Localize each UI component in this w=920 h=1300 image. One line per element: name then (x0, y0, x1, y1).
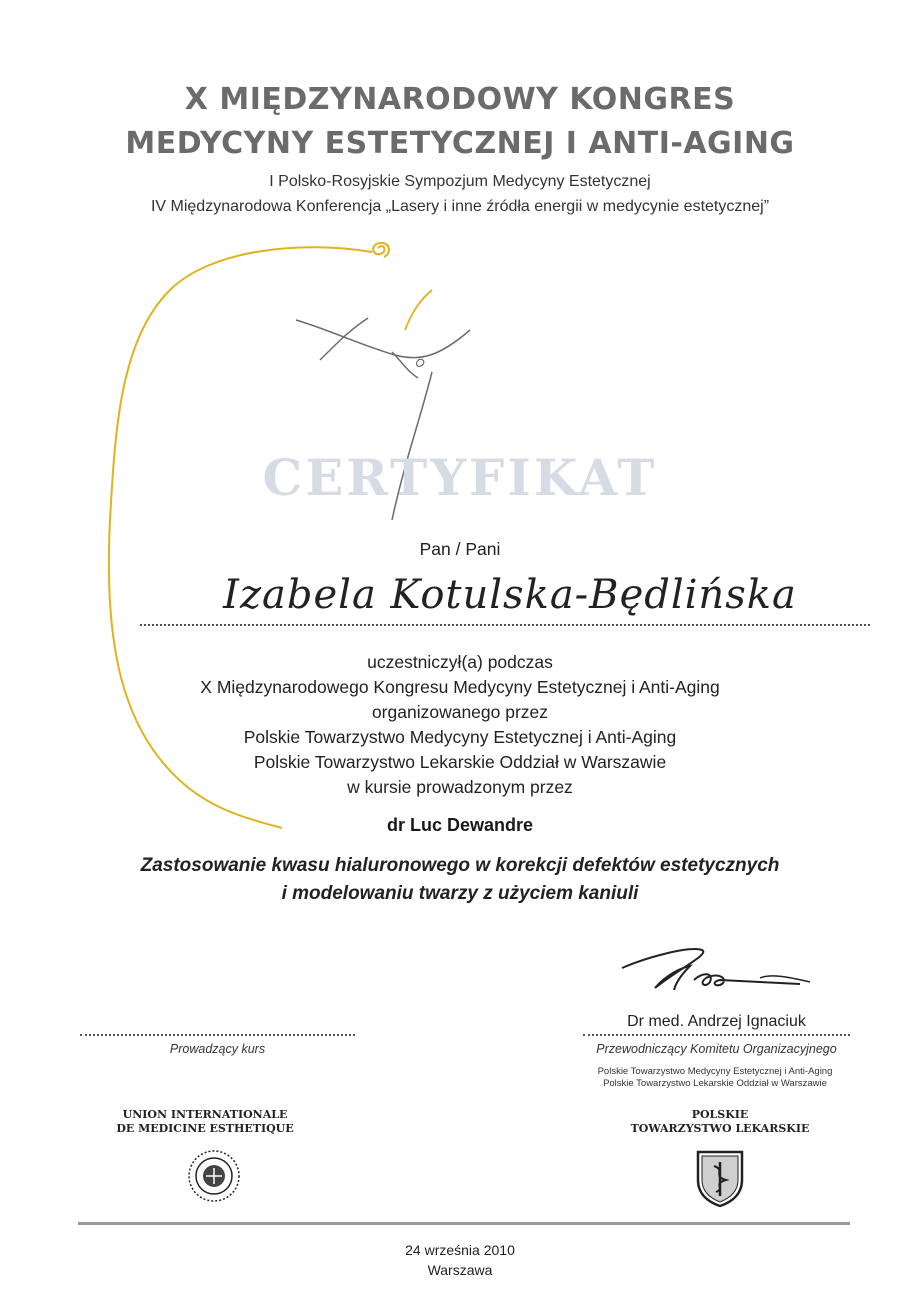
name-dotted-line (140, 624, 870, 626)
ptl-name-line1: POLSKIE (691, 1108, 749, 1121)
congress-title-line1: X MIĘDZYNARODOWY KONGRES (184, 82, 736, 117)
organizer-name: Dr med. Andrzej Ignaciuk (627, 1013, 806, 1030)
participation-line: uczestniczył(a) podczas (367, 652, 553, 672)
lecturer-signature-line (80, 1034, 355, 1036)
organizer-org-line2: Polskie Towarzystwo Lekarskie Oddział w Warszawie (603, 1078, 827, 1089)
congress-name-line: X Międzynarodowego Kongresu Medycyny Estetycznej i Anti-Aging (200, 677, 720, 697)
course-topic-line1: Zastosowanie kwasu hialuronowego w korekcji defektów estetycznych (140, 855, 780, 876)
uime-name-line1: UNION INTERNATIONALE (122, 1108, 288, 1121)
organized-by-line: organizowanego przez (371, 702, 549, 722)
certificate-heading: CERTYFIKAT (262, 448, 658, 507)
organizer-ptmea-line: Polskie Towarzystwo Medycyny Estetycznej i Anti-Aging (243, 727, 677, 747)
congress-title-line2: MEDYCYNY ESTETYCZNEJ I ANTI-AGING (125, 126, 795, 161)
organizer-ptl-line: Polskie Towarzystwo Lekarskie Oddział w Warszawie (253, 752, 667, 772)
conference-subtitle: IV Międzynarodowa Konferencja „Lasery i inne źródła energii w medycynie estetycznej” (150, 198, 770, 215)
organizer-signature (610, 938, 830, 1008)
ptl-emblem-logo (692, 1146, 748, 1208)
course-topic-line2: i modelowaniu twarzy z użyciem kaniuli (281, 883, 639, 904)
course-by-line: w kursie prowadzonym przez (347, 777, 573, 797)
issue-date: 24 września 2010 (405, 1242, 515, 1258)
lecturer-caption: Prowadzący kurs (169, 1042, 266, 1056)
organizer-org-line1: Polskie Towarzystwo Medycyny Estetycznej i Anti-Aging (597, 1066, 833, 1077)
salutation: Pan / Pani (419, 539, 501, 559)
participant-name: Izabela Kotulska-Będlińska (223, 572, 797, 618)
organizer-signature-line (583, 1034, 850, 1036)
symposium-subtitle: I Polsko-Rosyjskie Sympozjum Medycyny Estetycznej (269, 173, 651, 190)
footer-divider (78, 1222, 850, 1225)
organizer-role: Przewodniczący Komitetu Organizacyjnego (596, 1042, 837, 1056)
lecturer-name: dr Luc Dewandre (386, 815, 534, 835)
uime-name-line2: DE MEDICINE ESTHETIQUE (116, 1122, 294, 1135)
ptl-name-line2: TOWARZYSTWO LEKARSKIE (630, 1122, 810, 1135)
uime-logo (186, 1148, 242, 1204)
issue-place: Warszawa (427, 1262, 493, 1278)
